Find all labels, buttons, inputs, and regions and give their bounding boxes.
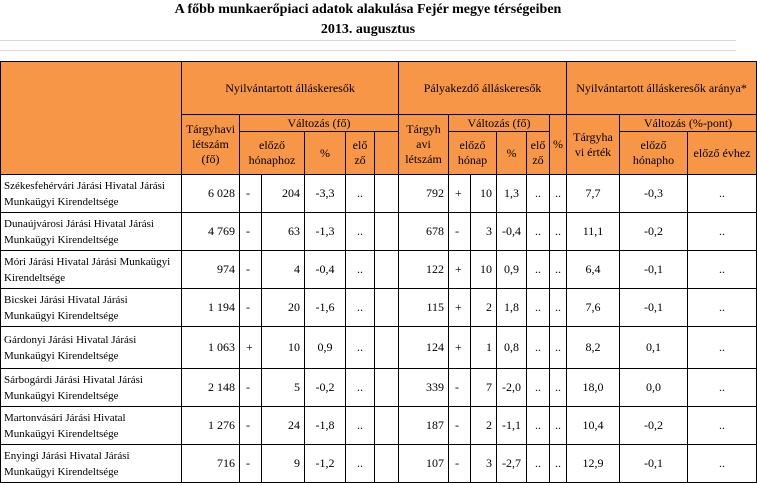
prev-year-value: ..	[346, 175, 375, 213]
change-sign: -	[449, 407, 471, 445]
empty-cell	[375, 327, 399, 369]
registered-count: 6 028	[182, 175, 240, 213]
prev-year-value: ..	[527, 251, 550, 289]
registered-count: 4 769	[182, 213, 240, 251]
ratio-change-year: ..	[688, 445, 757, 483]
change-sign: -	[449, 445, 471, 483]
change-sign: +	[240, 327, 262, 369]
registered-count: 716	[182, 445, 240, 483]
change-percent: -1,6	[305, 289, 346, 327]
office-name: Móri Járási Hivatal Járási Munkaügyi Kirendeltsége	[1, 251, 182, 289]
ratio-change-month: -0,2	[620, 407, 688, 445]
office-name: Gárdonyi Járási Hivatal Járási Munkaügyi Kirendeltsége	[1, 327, 182, 369]
group-header-entrants: Pályakezdő álláskeresők	[399, 62, 567, 115]
table-row	[1, 369, 757, 407]
row-divider	[0, 50, 736, 51]
entrant-count: 678	[399, 213, 449, 251]
ratio-value: 7,7	[567, 175, 620, 213]
change-value: 4	[262, 251, 305, 289]
change-percent: -0,2	[305, 369, 346, 407]
group-header-ratio: Nyilvántartott álláskeresők aránya*	[567, 62, 757, 115]
ratio-change-month: 0,1	[620, 327, 688, 369]
prev-year-value: ..	[346, 327, 375, 369]
header-current-value: Tárgyha vi érték	[567, 115, 620, 175]
header-prev-month: előző hónaphoz	[240, 132, 305, 175]
change-sign: +	[449, 175, 471, 213]
prev-year-value: ..	[527, 445, 550, 483]
empty-cell	[375, 175, 399, 213]
ratio-value: 10,4	[567, 407, 620, 445]
labour-market-table	[0, 61, 757, 483]
ratio-change-month: -0,2	[620, 213, 688, 251]
header-change: Változás (fő)	[240, 115, 399, 132]
table-row	[1, 289, 757, 327]
prev-year-value: ..	[346, 369, 375, 407]
change-percent: 1,8	[497, 289, 527, 327]
change-value: 20	[262, 289, 305, 327]
page-title: A főbb munkaerőpiaci adatok alakulása Fejér megye térségeiben	[174, 2, 562, 17]
change-value: 3	[471, 213, 497, 251]
change-value: 2	[471, 407, 497, 445]
entrant-count: 792	[399, 175, 449, 213]
change-percent: 0,9	[305, 327, 346, 369]
prev-year-value: ..	[527, 369, 550, 407]
ratio-change-year: ..	[688, 251, 757, 289]
header-prev-month: előző hónap	[449, 132, 497, 175]
prev-year-value: ..	[527, 327, 550, 369]
change-percent: -0,4	[305, 251, 346, 289]
office-name: Martonvásári Járási Hivatal Munkaügyi Kirendeltsége	[1, 407, 182, 445]
change-value: 24	[262, 407, 305, 445]
page-subtitle: 2013. augusztus	[320, 22, 416, 37]
change-percent: 0,9	[497, 251, 527, 289]
header-percent: %	[497, 132, 527, 175]
header-percent: %	[550, 115, 567, 175]
table-row	[1, 175, 757, 213]
ratio-change-year: ..	[688, 407, 757, 445]
change-sign: -	[240, 445, 262, 483]
registered-count: 1 276	[182, 407, 240, 445]
header-change: Változás (fő)	[449, 115, 550, 132]
prev-year-percent: ..	[550, 445, 567, 483]
entrant-count: 124	[399, 327, 449, 369]
entrant-count: 107	[399, 445, 449, 483]
header-prev-year: elő ző	[346, 132, 375, 175]
prev-year-value: ..	[527, 213, 550, 251]
change-value: 2	[471, 289, 497, 327]
ratio-change-year: ..	[688, 289, 757, 327]
header-current-count: Tárgyh avi létszám	[399, 115, 449, 175]
change-percent: -1,3	[305, 213, 346, 251]
change-sign: -	[240, 369, 262, 407]
header-prev-year: előző évhez	[688, 132, 757, 175]
empty-cell	[375, 289, 399, 327]
header-change: Változás (%-pont)	[620, 115, 757, 132]
change-percent: 1,3	[497, 175, 527, 213]
office-name: Dunaújvárosi Járási Hivatal Járási Munkaügyi Kirendeltsége	[1, 213, 182, 251]
change-percent: -1,1	[497, 407, 527, 445]
prev-year-value: ..	[346, 407, 375, 445]
ratio-value: 11,1	[567, 213, 620, 251]
prev-year-percent: ..	[550, 407, 567, 445]
prev-year-value: ..	[527, 175, 550, 213]
office-name: Enyingi Járási Hivatal Járási Munkaügyi Kirendeltsége	[1, 445, 182, 483]
change-sign: -	[449, 213, 471, 251]
change-percent: -2,7	[497, 445, 527, 483]
prev-year-value: ..	[346, 289, 375, 327]
change-value: 9	[262, 445, 305, 483]
change-sign: -	[240, 289, 262, 327]
prev-year-percent: ..	[550, 327, 567, 369]
change-sign: +	[449, 289, 471, 327]
change-percent: 0,8	[497, 327, 527, 369]
header-prev-month: előző hónapho	[620, 132, 688, 175]
change-sign: -	[240, 175, 262, 213]
ratio-change-month: -0,1	[620, 251, 688, 289]
change-value: 10	[471, 175, 497, 213]
header-percent	[375, 132, 399, 175]
ratio-change-year: ..	[688, 175, 757, 213]
change-sign: +	[449, 251, 471, 289]
empty-cell	[375, 445, 399, 483]
prev-year-value: ..	[527, 407, 550, 445]
header-blank	[1, 62, 182, 175]
ratio-value: 18,0	[567, 369, 620, 407]
change-value: 63	[262, 213, 305, 251]
entrant-count: 115	[399, 289, 449, 327]
empty-cell	[375, 407, 399, 445]
ratio-change-month: -0,3	[620, 175, 688, 213]
ratio-change-month: 0,0	[620, 369, 688, 407]
change-value: 10	[471, 251, 497, 289]
change-value: 5	[262, 369, 305, 407]
prev-year-value: ..	[527, 289, 550, 327]
prev-year-percent: ..	[550, 369, 567, 407]
table-row	[1, 327, 757, 369]
change-value: 1	[471, 327, 497, 369]
change-value: 3	[471, 445, 497, 483]
prev-year-percent: ..	[550, 289, 567, 327]
table-row	[1, 407, 757, 445]
prev-year-percent: ..	[550, 175, 567, 213]
ratio-value: 12,9	[567, 445, 620, 483]
entrant-count: 339	[399, 369, 449, 407]
table-row	[1, 251, 757, 289]
change-percent: -0,4	[497, 213, 527, 251]
prev-year-percent: ..	[550, 213, 567, 251]
change-value: 204	[262, 175, 305, 213]
entrant-count: 187	[399, 407, 449, 445]
registered-count: 2 148	[182, 369, 240, 407]
registered-count: 1 194	[182, 289, 240, 327]
table-row	[1, 445, 757, 483]
ratio-change-year: ..	[688, 369, 757, 407]
change-sign: -	[240, 213, 262, 251]
prev-year-value: ..	[346, 213, 375, 251]
header-percent: %	[305, 132, 346, 175]
prev-year-value: ..	[346, 445, 375, 483]
ratio-change-year: ..	[688, 213, 757, 251]
change-value: 10	[262, 327, 305, 369]
registered-count: 974	[182, 251, 240, 289]
change-percent: -1,2	[305, 445, 346, 483]
office-name: Sárbogárdi Járási Hivatal Járási Munkaügyi Kirendeltsége	[1, 369, 182, 407]
prev-year-percent: ..	[550, 251, 567, 289]
row-divider	[0, 40, 736, 41]
ratio-value: 8,2	[567, 327, 620, 369]
change-sign: -	[449, 369, 471, 407]
entrant-count: 122	[399, 251, 449, 289]
prev-year-value: ..	[346, 251, 375, 289]
ratio-change-year: ..	[688, 327, 757, 369]
empty-cell	[375, 213, 399, 251]
group-header-registered: Nyilvántartott álláskeresők	[182, 62, 399, 115]
empty-cell	[375, 369, 399, 407]
office-name: Székesfehérvári Járási Hivatal Járási Munkaügyi Kirendeltsége	[1, 175, 182, 213]
office-name: Bicskei Járási Hivatal Járási Munkaügyi Kirendeltsége	[1, 289, 182, 327]
ratio-value: 7,6	[567, 289, 620, 327]
registered-count: 1 063	[182, 327, 240, 369]
header-prev-year: elő ző	[527, 132, 550, 175]
ratio-value: 6,4	[567, 251, 620, 289]
change-sign: -	[240, 407, 262, 445]
change-percent: -2,0	[497, 369, 527, 407]
table-row	[1, 213, 757, 251]
change-percent: -3,3	[305, 175, 346, 213]
change-value: 7	[471, 369, 497, 407]
change-sign: -	[240, 251, 262, 289]
change-percent: -1,8	[305, 407, 346, 445]
header-current-count: Tárgyhavi létszám (fő)	[182, 115, 240, 175]
empty-cell	[375, 251, 399, 289]
ratio-change-month: -0,1	[620, 289, 688, 327]
change-sign: +	[449, 327, 471, 369]
ratio-change-month: -0,1	[620, 445, 688, 483]
